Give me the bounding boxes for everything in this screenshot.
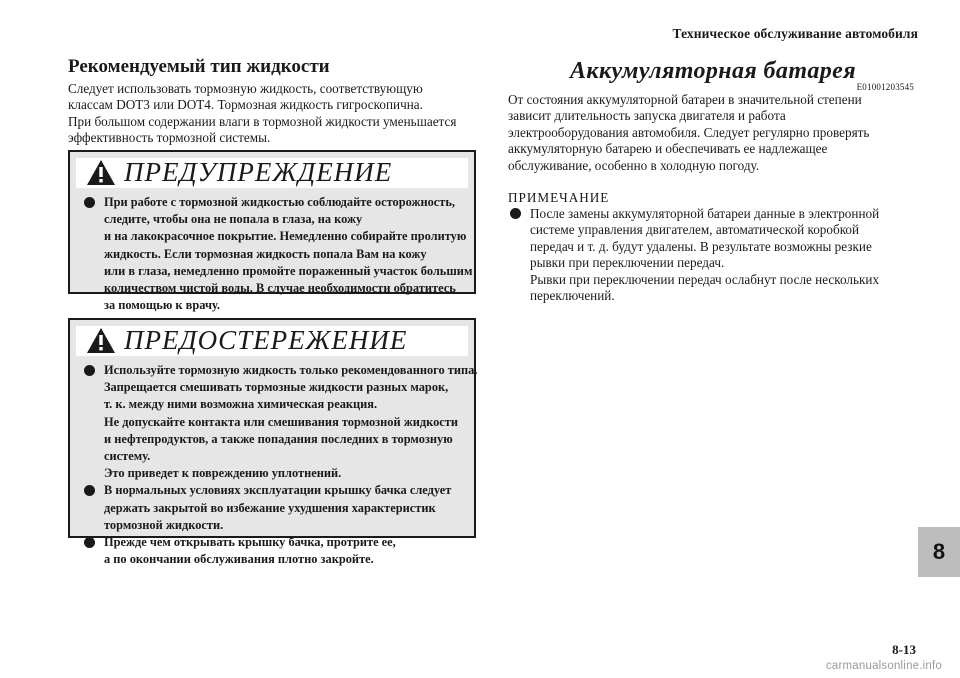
caution-item [84, 362, 478, 482]
bullet-icon [84, 365, 95, 376]
section-title-battery: Аккумуляторная батарея [569, 58, 857, 84]
caution-line: держать закрытой во избежание ухудшения характеристик [104, 500, 436, 515]
caution-line: т. к. между ними возможна химическая реакция. [104, 397, 378, 412]
battery-paragraph [508, 92, 918, 174]
right-column [508, 56, 918, 304]
caution-line: Это приведет к повреждению уплотнений. [104, 466, 342, 481]
caution-body [70, 358, 478, 568]
section-title-brake-fluid: Рекомендуемый тип жидкости [68, 56, 330, 77]
note-line: рывки при переключении передач. [530, 255, 725, 271]
chapter-tab: 8 [918, 527, 960, 577]
caution-line: Прежде чем открывать крышку бачка, протрите ее, [104, 535, 396, 550]
note-label: ПРИМЕЧАНИЕ [508, 190, 610, 206]
warning-item [84, 194, 473, 314]
battery-line: зависит длительность запуска двигателя и работа [508, 108, 786, 124]
note-line: переключений. [530, 288, 615, 304]
battery-line: электрооборудования автомобиля. Следует регулярно проверять [508, 124, 870, 140]
warning-triangle-icon [86, 159, 116, 186]
intro-line: эффективность тормозной системы. [68, 130, 271, 146]
warning-title: ПРЕДУПРЕЖДЕНИЕ [124, 157, 393, 187]
caution-triangle-icon [86, 327, 116, 354]
caution-item [84, 534, 466, 568]
brake-fluid-intro [68, 81, 476, 147]
warning-line: следите, чтобы она не попала в глаза, на кожу [104, 212, 363, 227]
caution-line: Не допускайте контакта или смешивания тормозной жидкости [104, 414, 458, 429]
bullet-icon [84, 537, 95, 548]
note-line: Рывки при переключении передач ослабнут после нескольких [530, 271, 880, 287]
note-line: После замены аккумуляторной батареи данные в электронной [530, 206, 880, 222]
battery-line: аккумуляторную батарею и обеспечивать ее надлежащее [508, 141, 828, 157]
warning-line: При работе с тормозной жидкостью соблюдайте осторожность, [104, 195, 456, 209]
caution-line: В нормальных условиях эксплуатации крышку бачка следует [104, 483, 452, 498]
warning-line: жидкость. Если тормозная жидкость попала Вам на кожу [104, 246, 427, 261]
caution-line: тормозной жидкости. [104, 517, 224, 532]
warning-body [70, 190, 474, 314]
caution-line: Используйте тормозную жидкость только рекомендованного типа. [104, 363, 478, 377]
left-column [68, 56, 478, 567]
bullet-icon [84, 485, 95, 496]
battery-line: От состояния аккумуляторной батареи в значительной степени [508, 92, 862, 107]
caution-line: а по окончании обслуживания плотно закройте. [104, 552, 374, 567]
warning-line: и на лакокрасочное покрытие. Немедленно собирайте пролитую [104, 229, 467, 244]
warning-box [68, 150, 476, 313]
note-line: передач и т. д. будут удалены. В результате возможны резкие [530, 238, 872, 254]
caution-line: систему. [104, 449, 151, 464]
intro-line: Следует использовать тормозную жидкость, соответствующую [68, 81, 423, 96]
caution-line: и нефтепродуктов, а также попадания последних в тормозную [104, 431, 453, 446]
intro-line: При большом содержании влаги в тормозной жидкости уменьшается [68, 113, 457, 129]
warning-line: или в глаза, немедленно промойте пораженный участок большим [104, 263, 473, 278]
intro-line: классам DOT3 или DOT4. Тормозная жидкость гигроскопична. [68, 97, 423, 113]
battery-line: обслуживание, особенно в холодную погоду. [508, 157, 760, 173]
warning-header [76, 158, 468, 188]
bullet-icon [84, 197, 95, 208]
page-number: 8-13 [892, 642, 916, 657]
running-header: Техническое обслуживание автомобиля [672, 26, 918, 41]
warning-line: за помощью к врачу. [104, 298, 220, 313]
watermark: carmanualsonline.info [825, 660, 942, 672]
bullet-icon [510, 208, 521, 219]
warning-line: количеством чистой воды. В случае необходимости обратитесь [104, 281, 456, 296]
caution-box [68, 318, 478, 567]
note-line: системе управления двигателем, автоматической коробкой [530, 222, 860, 238]
caution-line: Запрещается смешивать тормозные жидкости разных марок, [104, 380, 449, 395]
caution-title: ПРЕДОСТЕРЕЖЕНИЕ [124, 325, 408, 355]
reference-code: E01001203545 [856, 82, 914, 92]
caution-header [76, 326, 468, 356]
note-item [510, 206, 918, 304]
caution-item [84, 482, 466, 534]
